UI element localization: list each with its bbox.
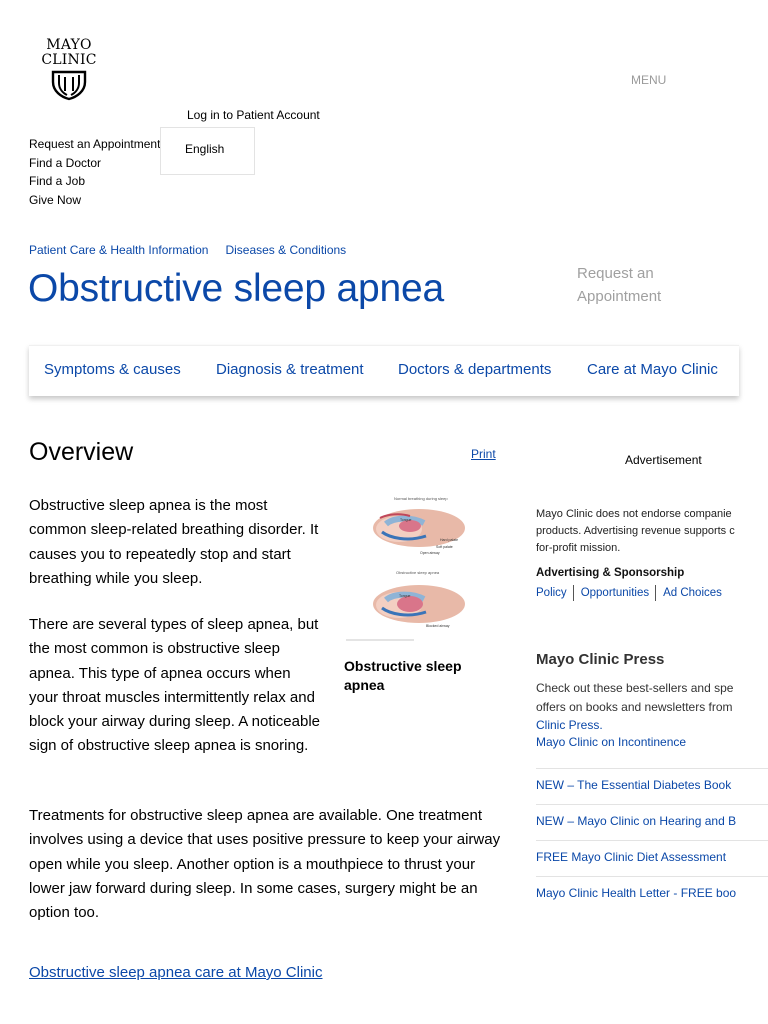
menu-button[interactable]: MENU (631, 73, 667, 87)
overview-heading: Overview (29, 438, 134, 466)
link-divider (655, 585, 656, 601)
press-list (536, 733, 768, 912)
shield-icon (49, 69, 89, 101)
overview-paragraph-1: Obstructive sleep apnea is the most common sleep-related breathing disorder. It causes you to repeatedly stop and start breathing while you sleep. (29, 497, 319, 587)
breadcrumb-patient-care[interactable]: Patient Care & Health Information (29, 243, 209, 257)
breadcrumb-diseases-conditions[interactable]: Diseases & Conditions (225, 243, 347, 257)
breadcrumb (29, 243, 363, 257)
language-label: English (185, 142, 225, 156)
figure-label-soft-palate: Soft palate (436, 545, 453, 549)
figure-caption: Obstructive sleep apnea (344, 658, 462, 693)
logo-line-1: MAYO (46, 37, 92, 53)
list-item-label: NEW – The Essential Diabetes Book (536, 778, 732, 792)
sleep-apnea-illustration[interactable] (344, 494, 469, 644)
ad-disclaimer-line-1: Mayo Clinic does not endorse companie (536, 508, 732, 520)
clinic-press-link[interactable]: Clinic Press. (536, 718, 603, 732)
list-item-label: NEW – Mayo Clinic on Hearing and B (536, 814, 737, 828)
figure-label-blocked-airway: Blocked airway (426, 624, 450, 628)
request-appointment-button[interactable] (577, 262, 661, 308)
press-item-diabetes-book[interactable] (536, 769, 768, 805)
page-title: Obstructive sleep apnea (28, 267, 444, 310)
ad-disclaimer-line-3: for-profit mission. (536, 542, 621, 554)
ad-disclaimer-line-2: products. Advertising revenue supports c (536, 525, 735, 537)
advertisement-label: Advertisement (625, 453, 702, 467)
overview-paragraph-3: Treatments for obstructive sleep apnea are available. One treatment involves using a device that uses positive pressure to keep your airway open while you sleep. Another option is a mouthpiece to thrust your lower jaw forward during sleep. In some cases, surgery might be an option too. (29, 807, 501, 922)
press-item-hearing[interactable] (536, 805, 768, 841)
find-doctor-link[interactable]: Find a Doctor (29, 155, 102, 170)
give-now-link[interactable]: Give Now (29, 193, 82, 208)
ad-opportunities-link[interactable]: Opportunities (580, 587, 650, 600)
press-item-incontinence[interactable] (536, 733, 768, 769)
tab-diagnosis-treatment[interactable]: Diagnosis & treatment (216, 361, 364, 378)
tab-care-at-mayo[interactable]: Care at Mayo Clinic (587, 361, 718, 378)
advertising-sponsorship-heading: Advertising & Sponsorship (536, 567, 685, 579)
press-item-diet-assessment[interactable] (536, 841, 768, 877)
mayo-clinic-logo[interactable] (38, 38, 100, 108)
figure-title-normal: Normal breathing during sleep (394, 496, 448, 501)
airway-diagram-image (344, 494, 469, 644)
logo-line-2: CLINIC (41, 52, 97, 68)
press-description-line-1: Check out these best-sellers and spe (536, 681, 734, 695)
ad-disclaimer (536, 506, 768, 557)
language-selector[interactable] (160, 127, 255, 175)
utility-nav (29, 135, 160, 210)
overview-paragraph-2: There are several types of sleep apnea, but the most common is obstructive sleep apnea. This type of apnea occurs when your throat muscles intermittently relax and block your airway during sleep. A noticeable sign of obstructive sleep apnea is snoring. (29, 616, 321, 755)
figure-label-tongue-bottom: Tongue (399, 594, 411, 598)
mayo-clinic-press-heading: Mayo Clinic Press (536, 651, 665, 668)
request-appointment-line-2: Appointment (577, 288, 662, 305)
find-job-link[interactable]: Find a Job (29, 174, 86, 189)
care-at-mayo-link[interactable]: Obstructive sleep apnea care at Mayo Clinic (29, 964, 323, 981)
request-appointment-line-1: Request an (577, 265, 654, 282)
figure-title-osa: Obstructive sleep apnea (396, 570, 440, 575)
tab-symptoms-causes[interactable]: Symptoms & causes (44, 361, 181, 378)
ad-policy-link[interactable]: Policy (536, 587, 567, 600)
list-item-label: Mayo Clinic Health Letter - FREE boo (536, 886, 737, 900)
figure-label-open-airway: Open airway (420, 551, 440, 555)
ad-choices-link[interactable]: Ad Choices (663, 587, 722, 600)
advertising-links (536, 585, 728, 601)
list-item-label: Mayo Clinic on Incontinence (536, 735, 687, 749)
press-description (536, 679, 768, 735)
request-appointment-link[interactable]: Request an Appointment (29, 137, 161, 151)
section-tabs (29, 345, 739, 396)
press-item-health-letter[interactable] (536, 877, 768, 912)
press-description-line-2: offers on books and newsletters from (536, 699, 733, 714)
link-divider (573, 585, 574, 601)
figure-label-hard-palate: Hard palate (440, 538, 459, 542)
list-item-label: FREE Mayo Clinic Diet Assessment (536, 850, 727, 864)
patient-login-link[interactable]: Log in to Patient Account (187, 108, 320, 122)
tab-doctors-departments[interactable]: Doctors & departments (398, 361, 552, 378)
figure-label-tongue-top: Tongue (400, 518, 412, 522)
print-link[interactable]: Print (471, 447, 496, 461)
